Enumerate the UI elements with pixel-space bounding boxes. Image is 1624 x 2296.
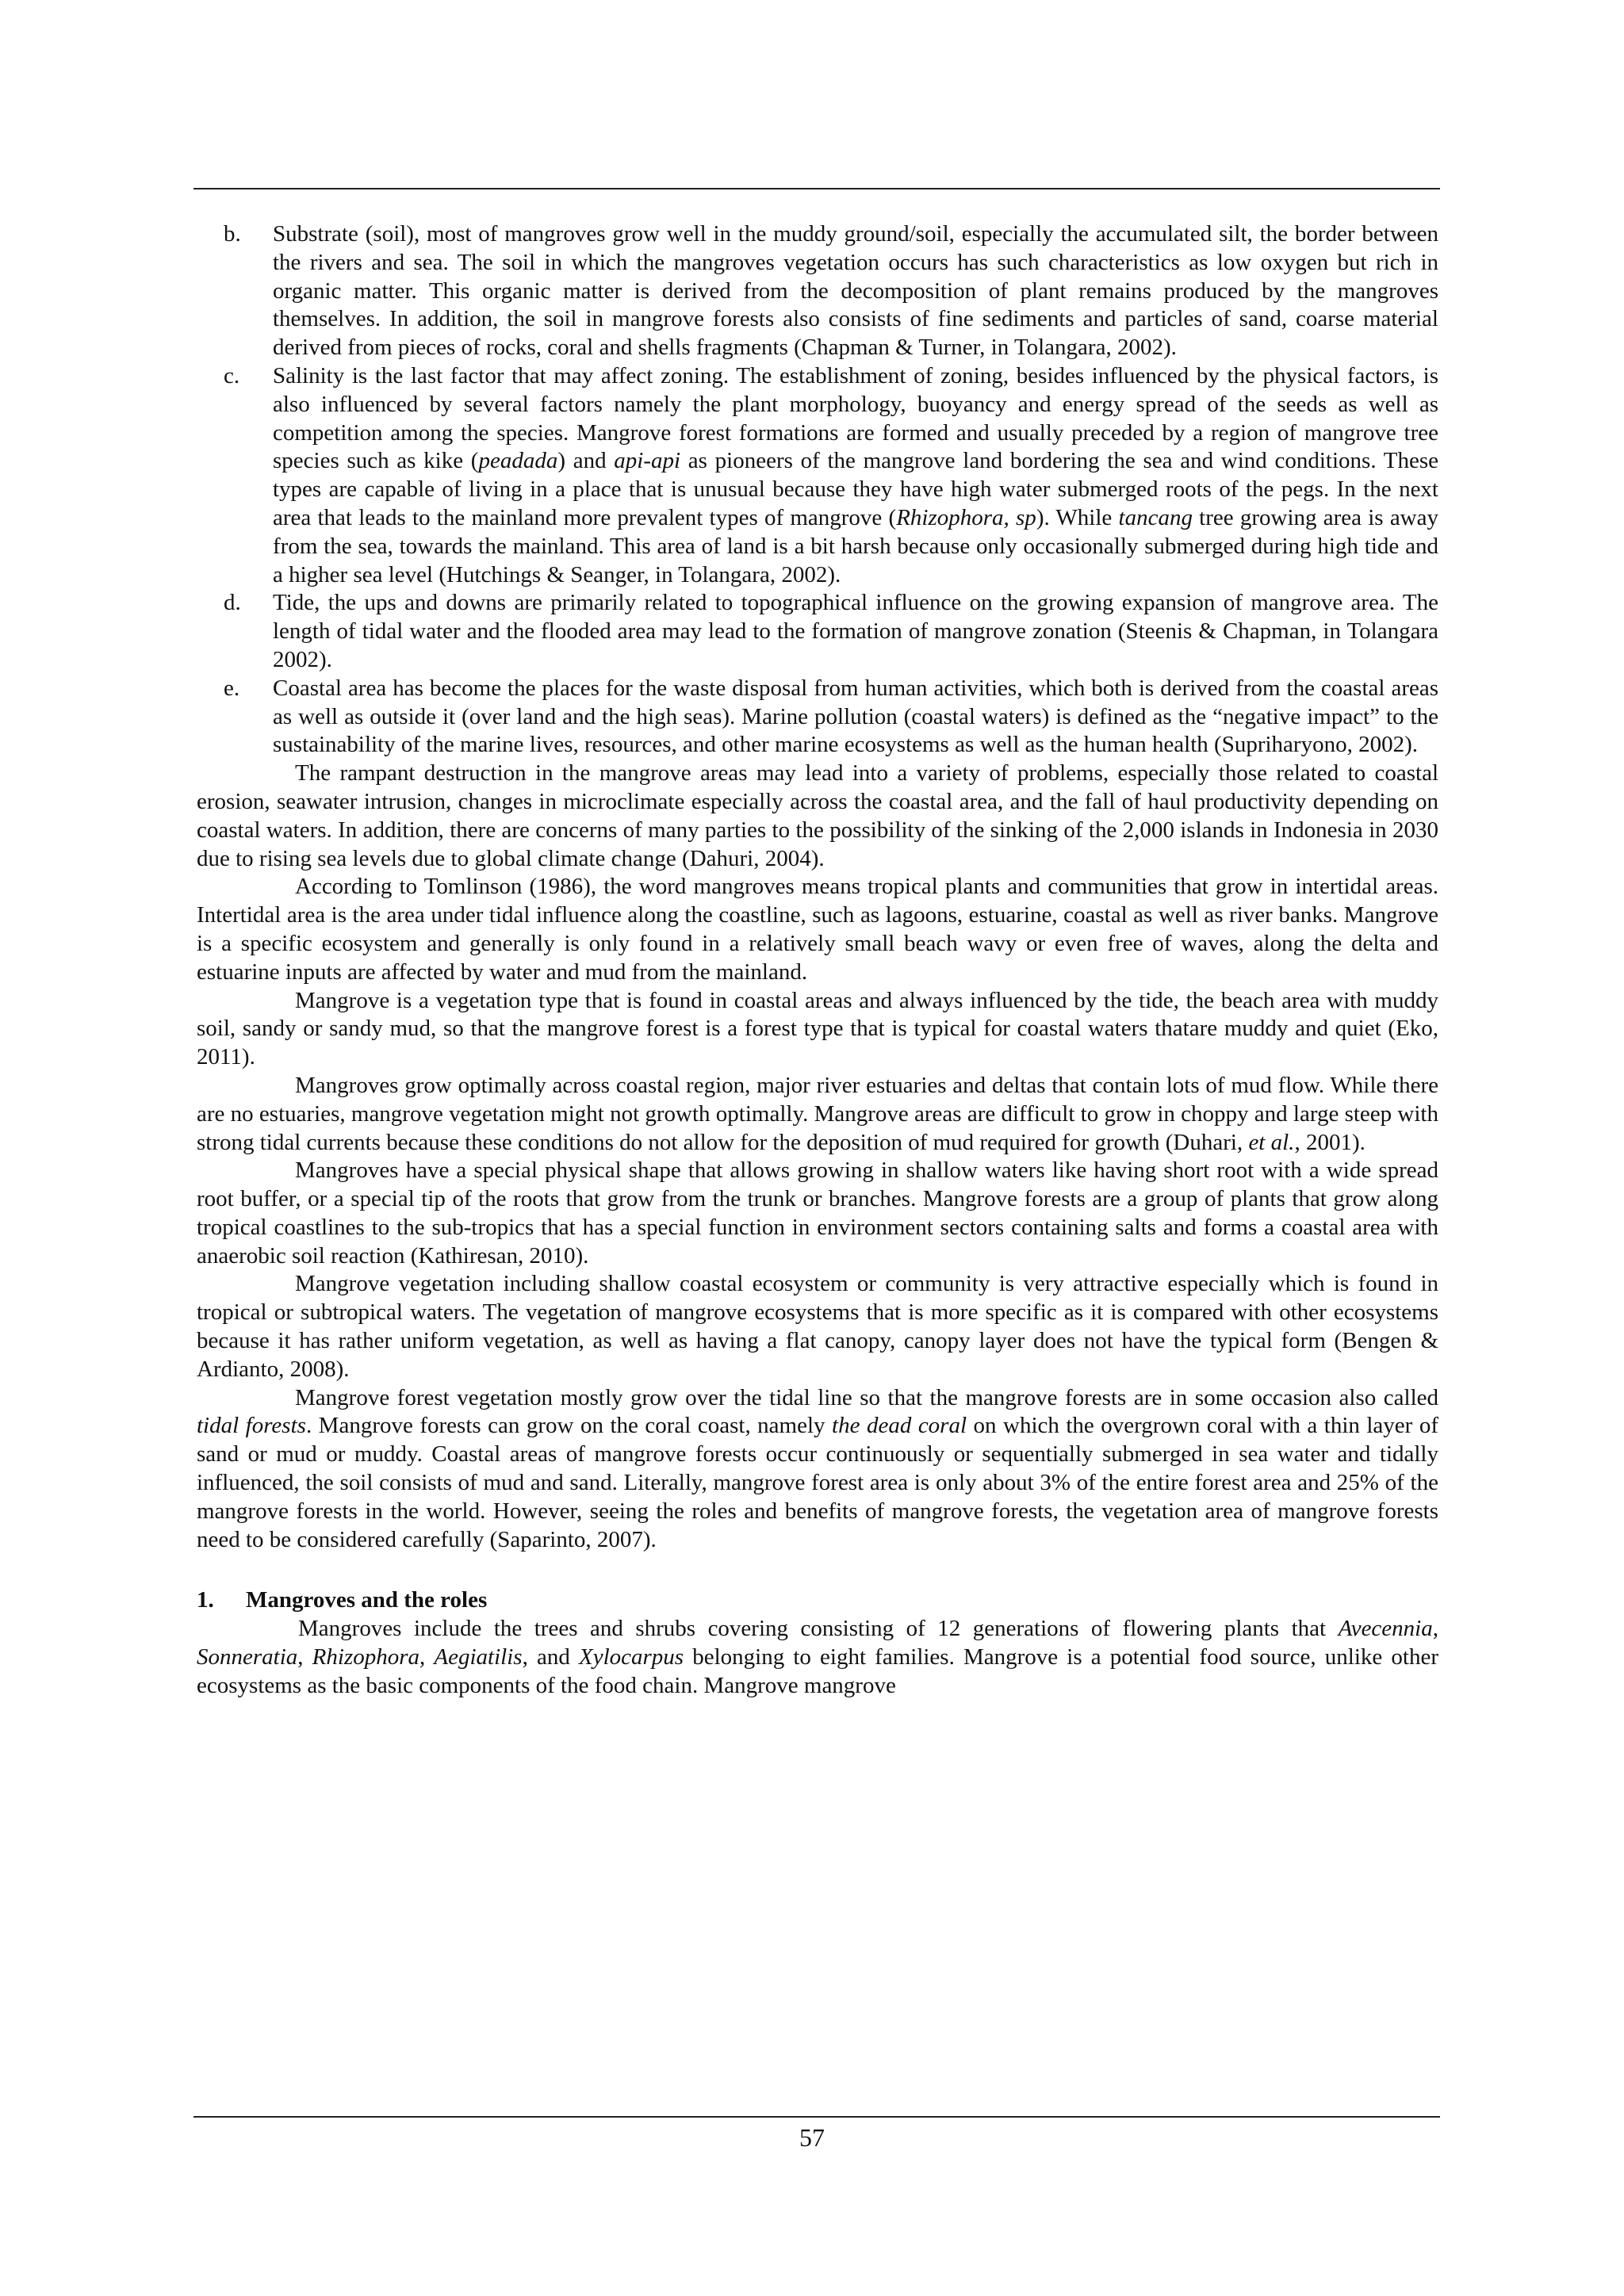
italic-term: tancang (1118, 504, 1193, 530)
paragraph-optimal-growth (197, 1072, 1438, 1157)
list-item-text: Tide, the ups and downs are primarily related to topographical influence on the growing expansion of mangrove area. The length of tidal water and the flooded area may lead to the formation of mangrove zonation (Steenis & Chapman, in Tolangara 2002). (273, 590, 1438, 672)
list-marker: e. (224, 675, 240, 701)
footer-rule (193, 2116, 1440, 2118)
text-segment: , and (522, 1644, 579, 1670)
list-item-d (197, 589, 1438, 674)
paragraph-section-roles (197, 1615, 1438, 1700)
text-segment: Mangroves include the trees and shrubs covering consisting of 12 generations of flowering plants that (298, 1616, 1339, 1642)
header-rule (193, 188, 1440, 189)
paragraph-destruction: The rampant destruction in the mangrove areas may lead into a variety of problems, especially those related to coastal erosion, seawater intrusion, changes in microclimate especially across the coastal area, and the fall of haul productivity depending on coastal waters. In addition, there are concerns of many parties to the possibility of the sinking of the 2,000 islands in Indonesia in 2030 due to rising sea levels due to global climate change (Dahuri, 2004). (197, 760, 1438, 871)
section-heading (197, 1586, 1438, 1615)
italic-term: peadada (478, 448, 558, 474)
paragraph-shallow-ecosystem: Mangrove vegetation including shallow coastal ecosystem or community is very attractive especially which is found in tropical or subtropical waters. The vegetation of mangrove ecosystems that is more specific as it is compared with other ecosystems because it has rather uniform vegetation, as well as having a flat canopy, canopy layer does not have the typical form (Bengen & Ardianto, 2008). (197, 1271, 1438, 1382)
list-marker: c. (224, 362, 240, 388)
list-marker: b. (224, 221, 241, 247)
italic-term: tidal forests (197, 1413, 306, 1439)
list-item-b (197, 220, 1438, 362)
text-segment: . Mangrove forests can grow on the coral coast, namely (305, 1413, 833, 1439)
paragraph-tomlinson: According to Tomlinson (1986), the word mangroves means tropical plants and communities that grow in intertidal areas. Intertidal area is the area under tidal influence along the coastline, such as lagoons, estuarine, coastal as well as river banks. Mangrove is a specific ecosystem and generally is only found in a relatively small beach wavy or even free of waves, along the delta and estuarine inputs are affected by water and mud from the mainland. (197, 874, 1438, 985)
italic-term: Rhizophora (312, 1644, 420, 1670)
list-marker: d. (224, 590, 241, 616)
text-segment: , (297, 1644, 312, 1670)
italic-term: Xylocarpus (578, 1644, 684, 1670)
page-number: 57 (799, 2123, 825, 2152)
italic-term: the dead coral (832, 1413, 967, 1439)
text-segment: tree growing area is away from the sea, towards the mainland. This area of land is a bit harsh because only occasionally submerged during high tide and a higher sea level (Hutchings & Seanger, in Tolangara, 2002). (273, 504, 1438, 587)
list-item-text (273, 362, 1438, 589)
text-segment: belonging to eight families. Mangrove is a potential food source, unlike other ecosystems as the basic components of the food chain. Mangrove mangrove (197, 1644, 1438, 1698)
paragraph-physical-shape: Mangroves have a special physical shape that allows growing in shallow waters like having short root with a wide spread root buffer, or a special tip of the roots that grow from the trunk or branches. Mangrove forests are a group of plants that grow along tropical coastlines to the sub-tropics that has a special function in environment sectors containing salts and forms a coastal area with anaerobic soil reaction (Kathiresan, 2010). (197, 1158, 1438, 1269)
text-segment: ) and (557, 448, 615, 474)
text-segment: ). While (1036, 504, 1119, 530)
text-segment: , (1432, 1616, 1438, 1642)
italic-term: Rhizophora, sp (896, 504, 1036, 530)
text-segment: Mangroves grow optimally across coastal region, major river estuaries and deltas that contain lots of mud flow. While there are no estuaries, mangrove vegetation might not growth optimally. Mangrove areas are difficult to grow in choppy and large steep with strong tidal currents because these conditions do not allow for the deposition of mud required for growth (Duhari, (197, 1072, 1438, 1155)
text-segment: on which the overgrown coral with a thin layer of sand or mud or muddy. Coastal areas of mangrove forests occur continuously or sequentially submerged in sea water and tidally influenced, the soil consists of mud and sand. Literally, mangrove forest area is only about 3% of the entire forest area and 25% of the mangrove forests in the world. However, seeing the roles and benefits of mangrove forests, the vegetation area of mangrove forests need to be considered carefully (Saparinto, 2007). (197, 1413, 1438, 1552)
paragraph-vegetation-type: Mangrove is a vegetation type that is found in coastal areas and always influenced by the tide, the beach area with muddy soil, sandy or sandy mud, so that the mangrove forest is a forest type that is typical for coastal waters thatare muddy and quiet (Eko, 2011). (197, 987, 1438, 1070)
italic-term: et al. (1248, 1129, 1295, 1155)
page-body (197, 220, 1438, 1701)
text-segment: Mangrove forest vegetation mostly grow over the tidal line so that the mangrove forests are in some occasion also called (295, 1384, 1438, 1410)
list-item-text: Substrate (soil), most of mangroves grow well in the muddy ground/soil, especially the accumulated silt, the border between the rivers and sea. The soil in which the mangroves vegetation occurs has such characteristics as low oxygen but rich in organic matter. This organic matter is derived from the decomposition of plant remains produced by the mangroves themselves. In addition, the soil in mangrove forests also consists of fine sediments and particles of sand, coarse material derived from pieces of rocks, coral and shells fragments (Chapman & Turner, in Tolangara, 2002). (273, 221, 1438, 361)
italic-term: Avecennia (1338, 1616, 1433, 1642)
text-segment: , 2001). (1294, 1129, 1365, 1155)
list-item-text: Coastal area has become the places for the waste disposal from human activities, which both is derived from the coastal areas as well as outside it (over land and the high seas). Marine pollution (coastal waters) is defined as the “negative impact” to the sustainability of the marine lives, resources, and other marine ecosystems as well as the human health (Supriharyono, 2002). (273, 675, 1438, 758)
section-title: Mangroves and the roles (246, 1587, 488, 1613)
italic-term: api-api (614, 448, 681, 474)
section-number: 1. (197, 1587, 214, 1613)
paragraph-tidal-forests (197, 1384, 1438, 1555)
text-segment: as pioneers of the mangrove land bordering the sea and wind conditions. These types are capable of living in a place that is unusual because they have high water submerged roots of the pegs. In the next area that leads to the mainland more prevalent types of mangrove ( (273, 448, 1438, 530)
text-segment: Salinity is the last factor that may affect zoning. The establishment of zoning, besides influenced by the physical factors, is also influenced by several factors namely the plant morphology, buoyancy and energy spread of the seeds as well as competition among the species. Mangrove forest formations are formed and usually preceded by a region of mangrove tree species such as kike ( (273, 362, 1438, 474)
list-item-e (197, 675, 1438, 760)
italic-term: Sonneratia (197, 1644, 298, 1670)
text-segment: , (419, 1644, 435, 1670)
list-item-c (197, 362, 1438, 589)
italic-term: Aegiatilis (434, 1644, 523, 1670)
